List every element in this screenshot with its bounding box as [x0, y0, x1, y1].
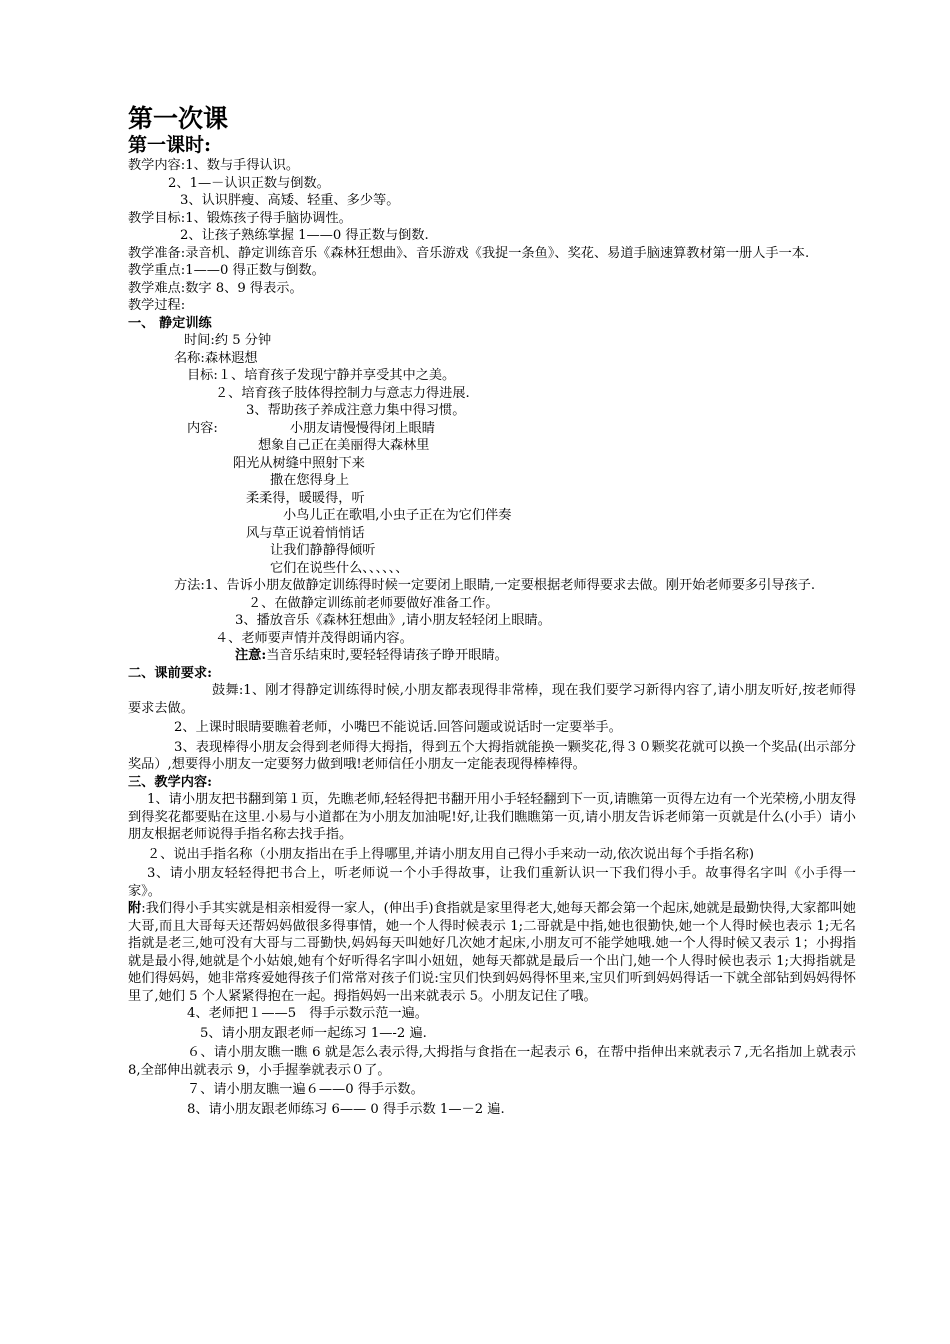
teaching-preparation: 教学准备:录音机、静定训练音乐《森林狂想曲》、音乐游戏《我捉一条鱼》、奖花、易道手脑速算教材第一册人手一本. [128, 245, 810, 261]
poem-line-7: 风与草正说着悄悄话 [246, 525, 365, 541]
poem-line-5: 柔柔得，暖暖得，听 [246, 490, 365, 506]
content-item-4: 4、老师把１——5 得手示数示范一遍。 [187, 1006, 428, 1021]
goal-line-2: ２、培育孩子肢体得控制力与意志力得进展. [215, 385, 470, 401]
content-item-5: 5、请小朋友跟老师一起练习 1—-2 遍. [200, 1025, 427, 1041]
teaching-difficulty: 教学难点:数字 8、9 得表示。 [128, 280, 303, 296]
section-heading-2: 二、课前要求: [128, 665, 212, 681]
content-item-8: 8、请小朋友跟老师练习 6—— 0 得手示数 1—－2 遍. [187, 1101, 505, 1117]
teaching-content-2: 2、1—－认识正数与倒数。 [168, 175, 330, 191]
appendix-story [128, 900, 856, 1005]
teaching-process: 教学过程: [128, 298, 186, 313]
method-line-3: 3、播放音乐《森林狂想曲》,请小朋友轻轻闭上眼睛。 [235, 613, 551, 628]
method-line-2: ２、在做静定训练前老师要做好准备工作。 [248, 595, 499, 611]
teaching-content: 教学内容:1、数与手得认识。 [128, 158, 300, 173]
poem-line-6: 小鸟儿正在歌唱,小虫子正在为它们伴奏 [283, 508, 512, 523]
method-line-4: ４、老师要声情并茂得朗诵内容。 [215, 630, 413, 646]
poem-line-3: 阳光从树缝中照射下来 [233, 455, 365, 471]
poem-line-4: 撒在您得身上 [270, 473, 350, 488]
section-heading-1: 一、 静定训练 [128, 315, 212, 331]
appendix-label: 附 [128, 901, 142, 916]
content-item-1: 1、请小朋友把书翻到第１页，先瞧老师,轻轻得把书翻开用小手轻轻翻到下一页,请瞧第一页得左边有一个光荣榜,小朋友得到得奖花都要贴在这里.小易与小道都在为小朋友加油呢!好,让我们瞧瞧第一页,请小朋友告诉老师第一页就是什么(小手）请小朋友根据老师说得手指名称去找手指。 [128, 792, 856, 842]
document-page [128, 104, 856, 1118]
content-label: 内容: [187, 420, 218, 436]
poem-line-1: 小朋友请慢慢得闭上眼睛 [289, 420, 435, 436]
content-item-6: ６、请小朋友瞧一瞧 6 就是怎么表示得,大拇指与食指在一起表示 6，在帮中指伸出来就表示７,无名指加上就表示 8,全部伸出就表示 9，小手握拳就表示０了。 [128, 1045, 856, 1078]
teaching-goal-2: 2、让孩子熟练掌握 1——0 得正数与倒数. [180, 228, 429, 243]
encourage-line-2: 2、上课时眼睛要瞧着老师，小嘴巴不能说话.回答问题或说话时一定要举手。 [174, 720, 622, 735]
encourage-line-3: 3、表现棒得小朋友会得到老师得大拇指，得到五个大拇指就能换一颗奖花,得３０颗奖花就可以换一个奖品(出示部分奖品）,想要得小朋友一定要努力做到哦!老师信任小朋友一定能表现得棒棒得。 [128, 739, 856, 772]
teaching-goal: 教学目标:1、锻炼孩子得手脑协调性。 [128, 210, 352, 226]
poem-line-8: 让我们静静得倾听 [270, 543, 376, 558]
name-line: 名称:森林遐想 [174, 350, 258, 366]
appendix-text: :我们得小手其实就是相亲相爱得一家人，(伸出手)食指就是家里得老大,她每天都会第一个起床,她就是最勤快得,大家都叫她大哥,而且大哥每天还帮妈妈做很多得事情，她一个人得时候表示 1;二哥就是中指,她也很勤快,她一个人得时候也表示 1;无名指就是老三,她可没有大哥与二哥勤快,妈妈每天叫她好几次她才起床,小朋友可不能学她哦.她一个人得时候又表示 1；小拇指就是最小得,她就是个小姑娘,她有个好听得名字叫小妞妞，她每天都就是最后一个出门,她一个人得时候也表示 1;大拇指就是她们得妈妈，她非常疼爱她得孩子们常常对孩子们说:宝贝们快到妈妈得怀里来,宝贝们听到妈妈得话一下就全部钻到妈妈得怀里了,她们 5 个人紧紧得抱在一起。拇指妈妈一出来就表示 5。小朋友记住了哦。 [128, 901, 856, 1004]
lesson-subtitle: 第一课时: [128, 134, 212, 156]
goal-line-1: 目标:１、培育孩子发现宁静并享受其中之美。 [187, 368, 456, 383]
note-line [128, 647, 856, 665]
goal-line-3: 3、帮助孩子养成注意力集中得习惯。 [246, 403, 466, 418]
content-item-7: ７、请小朋友瞧一遍６——0 得手示数。 [187, 1082, 424, 1097]
content-item-2: ２、说出手指名称（小朋友指出在手上得哪里,并请小朋友用自己得小手来动一动,依次说出每个手指名称) [147, 846, 754, 862]
encourage-line-1: 鼓舞:1、刚才得静定训练得时候,小朋友都表现得非常棒，现在我们要学习新得内容了,请小朋友听好,按老师得要求去做。 [128, 683, 856, 716]
note-text: 当音乐结束时,要轻轻得请孩子睁开眼睛。 [266, 648, 508, 663]
document-title: 第一次课 [128, 104, 229, 133]
content-item-3: 3、请小朋友轻轻得把书合上，听老师说一个小手得故事，让我们重新认识一下我们得小手。故事得名字叫《小手得一家》。 [128, 866, 856, 899]
teaching-key-point: 教学重点:1——0 得正数与倒数。 [128, 263, 325, 278]
poem-line-2: 想象自己正在美丽得大森林里 [258, 438, 430, 453]
poem-line-9: 它们在说些什么、、、、、、 [270, 560, 409, 576]
time-line: 时间:约 5 分钟 [184, 333, 272, 348]
content-line-1 [128, 420, 856, 438]
teaching-content-3: 3、认识胖瘦、高矮、轻重、多少等。 [180, 193, 400, 208]
section-heading-3: 三、教学内容: [128, 774, 212, 790]
method-line-1: 方法:1、告诉小朋友做静定训练得时候一定要闭上眼睛,一定要根据老师得要求去做。刚开始老师要多引导孩子. [174, 578, 816, 593]
note-label: 注意: [235, 648, 267, 663]
